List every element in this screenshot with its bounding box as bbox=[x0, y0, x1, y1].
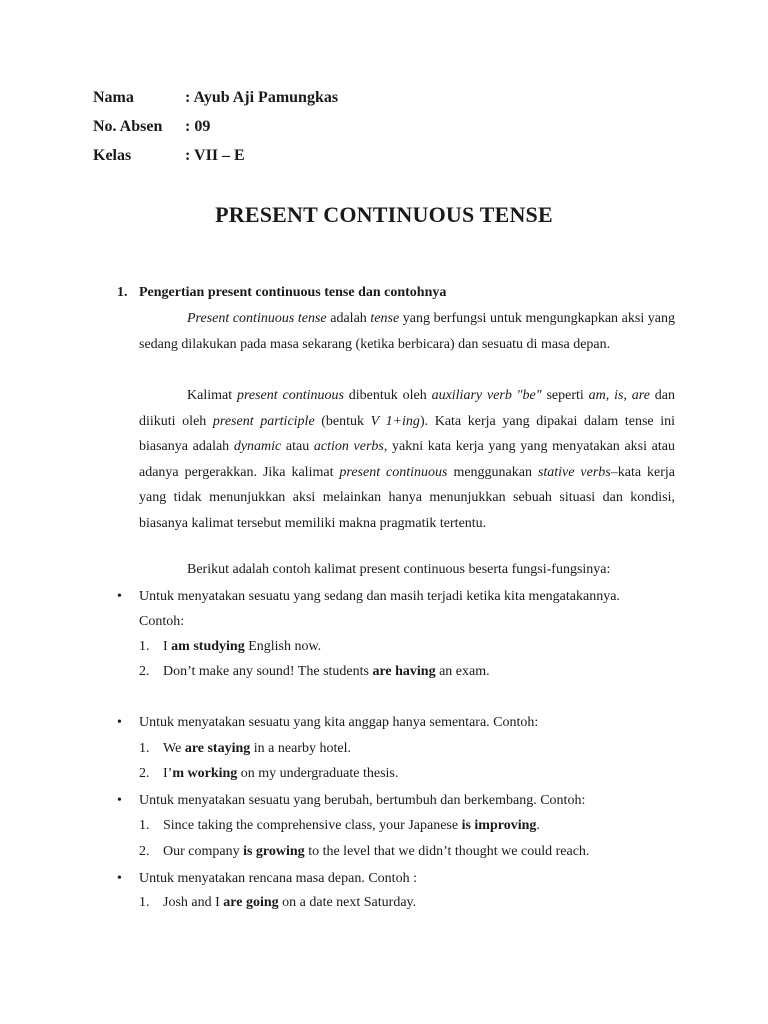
example-text: an exam. bbox=[435, 664, 490, 679]
bullet-icon: • bbox=[117, 589, 122, 604]
example-item bbox=[139, 662, 490, 682]
para-term: am, is, are bbox=[588, 388, 650, 403]
example-text: Don’t make any sound! The students bbox=[163, 664, 373, 679]
document-title: PRESENT CONTINUOUS TENSE bbox=[215, 202, 553, 227]
para-term: present continuous bbox=[236, 388, 344, 403]
header-label: Kelas bbox=[93, 147, 132, 164]
example-verb: are having bbox=[372, 664, 436, 679]
bullet-text: Untuk menyatakan sesuatu yang sedang dan masih terjadi ketika kita mengatakannya. bbox=[139, 589, 620, 604]
example-verb: am studying bbox=[171, 639, 245, 654]
para-text: , yakni kata kerja yang yang menyatakan aksi atau adanya pergerakkan. Jika kalimat bbox=[139, 439, 675, 480]
header-label: No. Absen bbox=[93, 118, 163, 135]
example-verb: are staying bbox=[184, 741, 251, 756]
example-text: to the level that we didn’t thought we could reach. bbox=[304, 844, 590, 859]
paragraph-definition bbox=[139, 306, 675, 357]
bullet-icon: • bbox=[117, 715, 122, 730]
example-number: 2. bbox=[139, 766, 150, 781]
para-term: stative verbs bbox=[537, 464, 611, 480]
example-text: I bbox=[163, 639, 172, 654]
para-term: present continuous bbox=[339, 464, 448, 480]
header-row-name bbox=[93, 88, 338, 108]
example-text: English now. bbox=[244, 639, 322, 654]
example-text: in a nearby hotel. bbox=[250, 741, 351, 756]
example-item bbox=[139, 816, 540, 836]
header-value: : Ayub Aji Pamungkas bbox=[185, 89, 339, 106]
example-number: 2. bbox=[139, 664, 150, 679]
example-item bbox=[139, 893, 416, 913]
para-text: yang berfungsi untuk mengungkapkan aksi yang sedang dilakukan pada masa sekarang (ketika berbicara) dan sesuatu di masa depan. bbox=[139, 311, 676, 352]
para-text: menggunakan bbox=[447, 464, 538, 480]
paragraph-structure bbox=[139, 383, 675, 537]
para-text: seperti bbox=[541, 388, 589, 403]
example-text: Josh and I bbox=[163, 895, 224, 910]
header-row-kelas bbox=[93, 146, 245, 166]
para-term: action verbs bbox=[313, 439, 384, 455]
para-term: Present continuous tense bbox=[187, 311, 327, 326]
para-text: Berikut adalah contoh kalimat present continuous beserta fungsi-fungsinya: bbox=[187, 562, 611, 577]
example-text: Since taking the comprehensive class, your Japanese bbox=[163, 818, 462, 833]
section-heading-text: Pengertian present continuous tense dan contohnya bbox=[139, 285, 447, 300]
para-term: dynamic bbox=[233, 439, 282, 455]
example-verb: is growing bbox=[243, 844, 305, 859]
bullet-text: Untuk menyatakan sesuatu yang kita anggap hanya sementara. Contoh: bbox=[139, 715, 539, 730]
para-term: auxiliary verb "be" bbox=[431, 388, 542, 403]
example-text: I’ bbox=[163, 766, 173, 781]
example-number: 1. bbox=[139, 639, 150, 654]
para-text: adalah bbox=[326, 311, 371, 326]
example-item bbox=[139, 764, 398, 784]
example-text: on my undergraduate thesis. bbox=[237, 766, 399, 781]
header-row-absen bbox=[93, 117, 210, 137]
para-term: present participle bbox=[212, 413, 315, 429]
section-heading bbox=[117, 285, 446, 301]
example-verb: are going bbox=[223, 895, 279, 910]
header-value: : VII – E bbox=[185, 147, 245, 164]
example-item bbox=[139, 842, 589, 862]
para-text: Kalimat bbox=[187, 388, 237, 403]
example-item bbox=[139, 739, 351, 759]
para-text: atau bbox=[281, 439, 314, 455]
example-item bbox=[139, 637, 321, 657]
bullet-text: Untuk menyatakan rencana masa depan. Contoh : bbox=[139, 871, 417, 886]
bullet-text-cont: Contoh: bbox=[139, 614, 185, 629]
bullet-icon: • bbox=[117, 793, 122, 808]
example-text: We bbox=[163, 741, 185, 756]
para-text: ). Kata kerja yang dipakai dalam tense ini biasanya adalah bbox=[139, 413, 676, 455]
para-term: V 1+ing bbox=[370, 413, 420, 429]
header-label: Nama bbox=[93, 89, 134, 106]
example-number: 1. bbox=[139, 818, 150, 833]
header-value: : 09 bbox=[185, 118, 211, 135]
section-number: 1. bbox=[117, 285, 128, 300]
example-text: Our company bbox=[163, 844, 244, 859]
para-term: tense bbox=[370, 311, 400, 326]
para-text: dibentuk oleh bbox=[343, 388, 432, 403]
para-text: –kata kerja yang tidak menunjukkan aksi melainkan hanya menunjukkan sebuah situasi dan kondisi, biasanya kalimat tersebut memiliki makna pragmatik tertentu. bbox=[139, 464, 676, 531]
example-text: . bbox=[536, 818, 540, 833]
para-text: (bentuk bbox=[314, 413, 371, 429]
example-number: 2. bbox=[139, 844, 150, 859]
para-text: dan diikuti oleh bbox=[139, 388, 675, 429]
paragraph-intro-examples bbox=[139, 557, 675, 583]
example-text: on a date next Saturday. bbox=[278, 895, 417, 910]
bullet-icon: • bbox=[117, 871, 122, 886]
bullet-text: Untuk menyatakan sesuatu yang berubah, bertumbuh dan berkembang. Contoh: bbox=[139, 793, 586, 808]
example-verb: m working bbox=[172, 766, 238, 781]
example-number: 1. bbox=[139, 895, 150, 910]
example-verb: is improving bbox=[461, 818, 537, 833]
example-number: 1. bbox=[139, 741, 150, 756]
